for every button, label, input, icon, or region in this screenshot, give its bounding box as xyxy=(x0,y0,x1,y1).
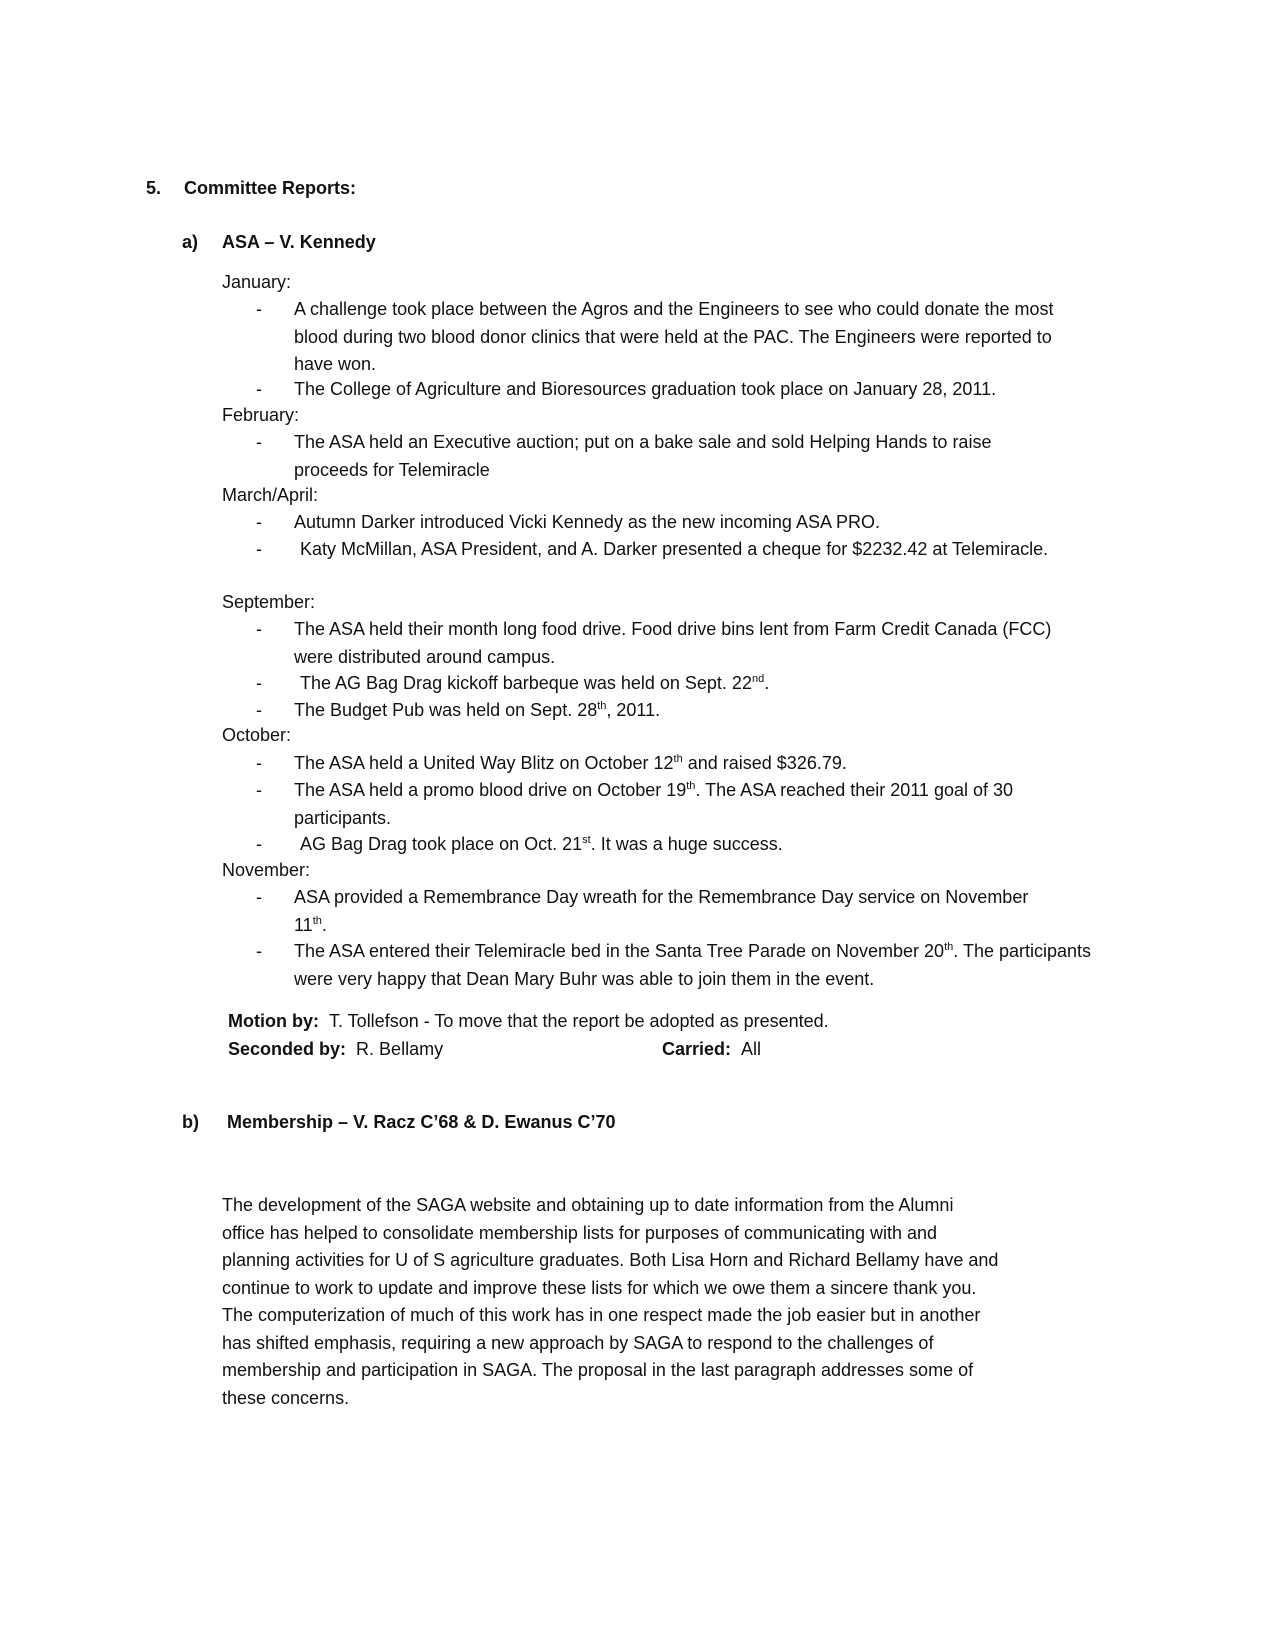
month-january: January: xyxy=(222,272,292,292)
membership-title: Membership – V. Racz C’68 & D. Ewanus C’70 xyxy=(227,1112,616,1132)
month-september: September: xyxy=(222,592,316,612)
paragraph-line: planning activities for U of S agriculture graduates. Both Lisa Horn and Richard Bellamy have and xyxy=(222,1250,999,1270)
asa-title: ASA – V. Kennedy xyxy=(222,232,376,252)
month-october: October: xyxy=(222,725,292,745)
seconded-text: R. Bellamy xyxy=(356,1039,444,1059)
list-item: - The ASA held a United Way Blitz on October 12th and raised $326.79. xyxy=(256,753,847,773)
list-item: - Katy McMillan, ASA President, and A. Darker presented a cheque for $2232.42 at Telemiracle. xyxy=(256,539,1049,559)
asa-letter: a) xyxy=(182,232,199,252)
seconded-label: Seconded by: xyxy=(228,1039,347,1059)
list-item: - AG Bag Drag took place on Oct. 21st. It was a huge success. xyxy=(256,834,783,854)
paragraph-line: The development of the SAGA website and obtaining up to date information from the Alumni xyxy=(222,1195,954,1215)
list-item: - The Budget Pub was held on Sept. 28th, 2011. xyxy=(256,700,661,720)
paragraph-line: membership and participation in SAGA. The proposal in the last paragraph addresses some of xyxy=(222,1360,974,1380)
list-item: - The ASA held a promo blood drive on October 19th. The ASA reached their 2011 goal of 30 participants. xyxy=(256,780,1014,828)
paragraph-line: The computerization of much of this work has in one respect made the job easier but in another xyxy=(222,1305,981,1325)
motion-line xyxy=(228,1011,829,1032)
section-number: 5. xyxy=(146,178,162,198)
month-march-april: March/April: xyxy=(222,485,319,505)
section-title: Committee Reports: xyxy=(184,178,357,198)
motion-text: T. Tollefson - To move that the report be adopted as presented. xyxy=(329,1011,829,1031)
membership-letter: b) xyxy=(182,1112,199,1132)
paragraph-line: these concerns. xyxy=(222,1387,350,1408)
month-february: February: xyxy=(222,405,300,425)
membership-paragraph xyxy=(222,1192,1122,1412)
section-heading xyxy=(146,178,356,199)
list-item: - A challenge took place between the Agros and the Engineers to see who could donate the most blood during two blood donor clinics that were held at the PAC. The Engineers were reported to have won. xyxy=(256,299,1054,374)
list-item: - The ASA entered their Telemiracle bed in the Santa Tree Parade on November 20th. The participants were very happy that Dean Mary Buhr was able to join them in the event. xyxy=(256,941,1092,989)
carried-label: Carried: xyxy=(662,1039,732,1059)
list-item: - The ASA held an Executive auction; put on a bake sale and sold Helping Hands to raise proceeds for Telemiracle xyxy=(256,432,992,480)
carried-line xyxy=(662,1039,761,1060)
list-item: - The College of Agriculture and Bioresources graduation took place on January 28, 2011. xyxy=(256,379,997,399)
list-item: - Autumn Darker introduced Vicki Kennedy as the new incoming ASA PRO. xyxy=(256,512,880,532)
list-item: - The AG Bag Drag kickoff barbeque was held on Sept. 22nd. xyxy=(256,673,770,693)
seconded-line xyxy=(228,1039,443,1060)
list-item: - ASA provided a Remembrance Day wreath for the Remembrance Day service on November 11th. xyxy=(256,887,1029,935)
paragraph-line: continue to work to update and improve these lists for which we owe them a sincere thank you. xyxy=(222,1277,977,1298)
list-item: - The ASA held their month long food drive. Food drive bins lent from Farm Credit Canada (FCC) were distributed around campus. xyxy=(256,619,1052,667)
paragraph-line: office has helped to consolidate membership lists for purposes of communicating with and xyxy=(222,1222,938,1243)
carried-text: All xyxy=(741,1039,762,1059)
membership-heading xyxy=(182,1112,615,1133)
motion-label: Motion by: xyxy=(228,1011,319,1031)
month-november: November: xyxy=(222,860,311,880)
asa-heading xyxy=(182,232,376,253)
paragraph-line: has shifted emphasis, requiring a new approach by SAGA to respond to the challenges of xyxy=(222,1332,934,1353)
